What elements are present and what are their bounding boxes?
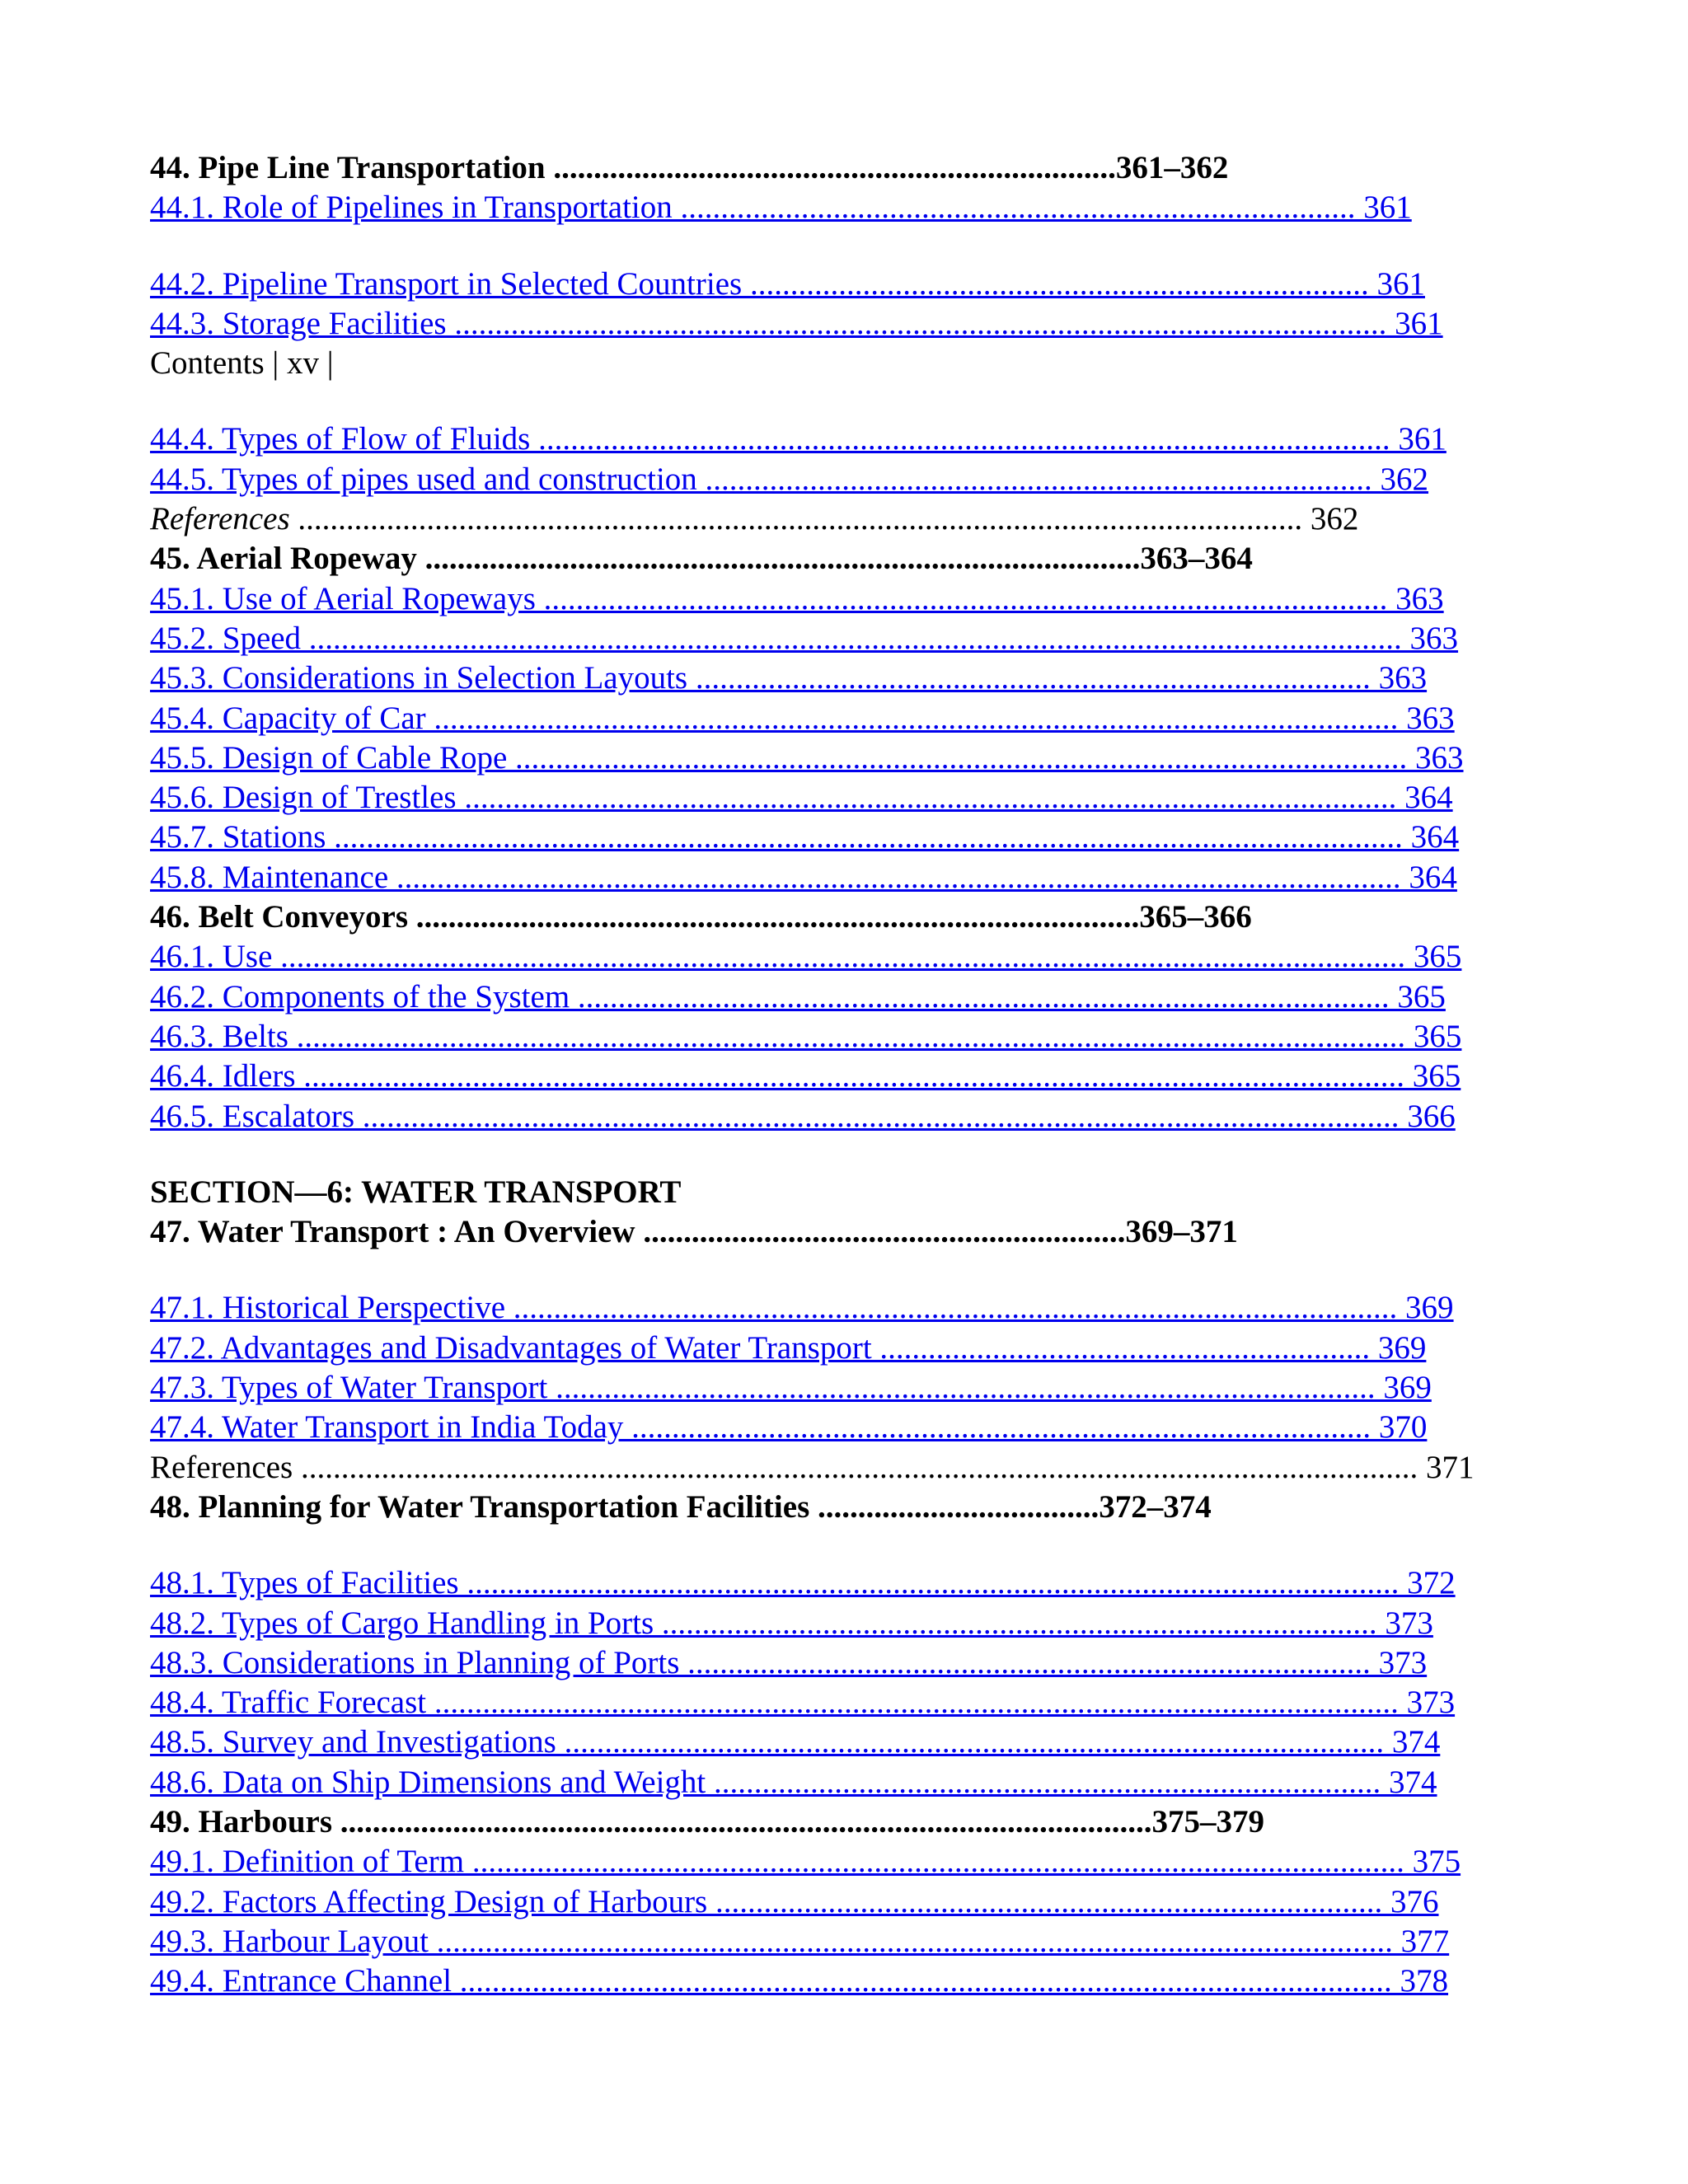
toc-chapter-heading: 48. Planning for Water Transportation Facilities ...................................372–374 [150, 1488, 1212, 1525]
toc-link[interactable]: 47.3. Types of Water Transport ...................................................................................................... 369 [150, 1370, 1432, 1406]
table-of-contents [150, 148, 1551, 2001]
toc-link[interactable]: 44.2. Pipeline Transport in Selected Countries ............................................................................. 361 [150, 265, 1425, 302]
toc-link[interactable]: 48.6. Data on Ship Dimensions and Weight ................................................................................... 374 [150, 1764, 1437, 1800]
toc-link[interactable]: 49.4. Entrance Channel .................................................................................................................... 378 [150, 1963, 1449, 1999]
toc-chapter-heading: 44. Pipe Line Transportation ......................................................................361–362 [150, 150, 1229, 185]
toc-link[interactable]: 46.1. Use ............................................................................................................................................ 365 [150, 939, 1462, 975]
toc-link[interactable]: 44.3. Storage Facilities .................................................................................................................... 361 [150, 305, 1443, 341]
toc-link[interactable]: 48.5. Survey and Investigations ...................................................................................................... 374 [150, 1724, 1441, 1760]
toc-link[interactable]: 44.1. Role of Pipelines in Transportation .................................................................................... 361 [150, 190, 1412, 226]
toc-link[interactable]: 46.5. Escalators ................................................................................................................................. 366 [150, 1098, 1456, 1134]
toc-plain-entry: References ........................................................................................................................................... 371 [150, 1449, 1475, 1485]
toc-link[interactable]: 48.4. Traffic Forecast ........................................................................................................................ 373 [150, 1685, 1456, 1721]
toc-chapter-heading: 45. Aerial Ropeway .........................................................................................363–364 [150, 541, 1253, 577]
spacer [150, 1137, 1551, 1173]
toc-link[interactable]: 44.4. Types of Flow of Fluids .......................................................................................................... 361 [150, 421, 1447, 457]
toc-plain-entry: Contents | xv | [150, 345, 334, 382]
toc-link[interactable]: 45.8. Maintenance ............................................................................................................................. 364 [150, 859, 1457, 895]
toc-chapter-heading: 47. Water Transport : An Overview ............................................................369–371 [150, 1214, 1238, 1250]
toc-link[interactable]: 45.5. Design of Cable Rope ............................................................................................................... 363 [150, 739, 1464, 776]
spacer [150, 1527, 1551, 1563]
toc-link[interactable]: 48.1. Types of Facilities .................................................................................................................... 372 [150, 1565, 1456, 1601]
toc-chapter-heading: 49. Harbours .....................................................................................................375–379 [150, 1803, 1265, 1840]
toc-link[interactable]: 48.2. Types of Cargo Handling in Ports ......................................................................................... 373 [150, 1605, 1433, 1641]
toc-link[interactable]: 45.4. Capacity of Car ........................................................................................................................ 363 [150, 700, 1455, 736]
spacer [150, 1252, 1551, 1288]
toc-link[interactable]: 47.2. Advantages and Disadvantages of Water Transport ............................................................. 369 [150, 1329, 1427, 1366]
spacer [150, 228, 1551, 265]
toc-references-entry [150, 499, 1551, 539]
toc-link[interactable]: 49.2. Factors Affecting Design of Harbours ................................................................................... 376 [150, 1883, 1439, 1919]
toc-leader-page: ............................................................................................................................. 362 [289, 501, 1359, 537]
toc-chapter-heading: 46. Belt Conveyors ..........................................................................................365–366 [150, 899, 1252, 935]
toc-link[interactable]: 45.1. Use of Aerial Ropeways ......................................................................................................... 363 [150, 580, 1444, 616]
toc-link[interactable]: 46.2. Components of the System ..................................................................................................... 365 [150, 978, 1446, 1015]
toc-link[interactable]: 47.4. Water Transport in India Today ............................................................................................ 370 [150, 1409, 1428, 1446]
toc-link[interactable]: 47.1. Historical Perspective .............................................................................................................. 369 [150, 1290, 1454, 1326]
toc-link[interactable]: 46.3. Belts .......................................................................................................................................... 365 [150, 1018, 1462, 1054]
toc-link[interactable]: 46.4. Idlers ......................................................................................................................................... 365 [150, 1058, 1461, 1094]
toc-link[interactable]: 44.5. Types of pipes used and construction ................................................................................... 362 [150, 461, 1429, 497]
toc-link[interactable]: 45.2. Speed ........................................................................................................................................ 363 [150, 620, 1459, 656]
toc-link[interactable]: 49.3. Harbour Layout ....................................................................................................................... 377 [150, 1923, 1450, 1959]
toc-link[interactable]: 45.7. Stations ..................................................................................................................................... 364 [150, 819, 1460, 855]
toc-references-title: References [150, 501, 290, 537]
spacer [150, 383, 1551, 419]
toc-link[interactable]: 48.3. Considerations in Planning of Ports ..................................................................................... 373 [150, 1644, 1428, 1680]
toc-link[interactable]: 45.3. Considerations in Selection Layouts .................................................................................... 363 [150, 660, 1428, 696]
toc-link[interactable]: 45.6. Design of Trestles .................................................................................................................... 364 [150, 780, 1453, 816]
toc-link[interactable]: 49.1. Definition of Term .................................................................................................................... 375 [150, 1844, 1461, 1880]
toc-section-heading: SECTION—6: WATER TRANSPORT [150, 1174, 682, 1210]
